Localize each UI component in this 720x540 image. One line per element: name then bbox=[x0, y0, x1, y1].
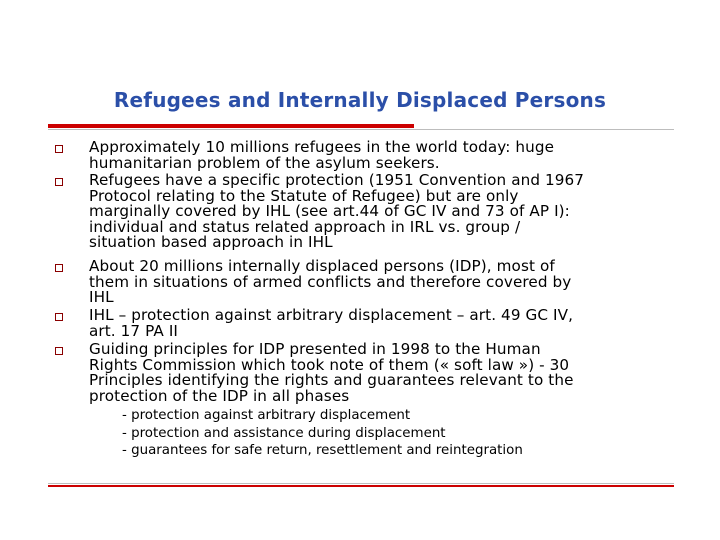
sub-item: - protection against arbitrary displacement bbox=[122, 408, 411, 423]
bullet-line: marginally covered by IHL (see art.44 of GC IV and 73 of AP I): bbox=[89, 202, 570, 220]
slide-title: Refugees and Internally Displaced Persons bbox=[113, 88, 607, 112]
bullet-item-4 bbox=[89, 308, 679, 339]
bullet-line: Principles identifying the rights and guarantees relevant to the bbox=[89, 371, 574, 389]
bullet-line: situation based approach in IHL bbox=[89, 233, 333, 251]
sub-item: - guarantees for safe return, resettlement and reintegration bbox=[122, 443, 523, 458]
bullet-square-icon bbox=[55, 264, 63, 272]
bullet-square-icon bbox=[55, 313, 63, 321]
bullet-line: protection of the IDP in all phases bbox=[89, 386, 350, 405]
bullet-item-2 bbox=[89, 173, 679, 251]
bullet-line: them in situations of armed conflicts and therefore covered by bbox=[89, 272, 572, 291]
bullet-line: Guiding principles for IDP presented in 1998 to the Human bbox=[89, 340, 541, 358]
bullet-square-icon bbox=[55, 178, 63, 186]
sub-item-list bbox=[122, 407, 523, 460]
bullet-item-3 bbox=[89, 259, 679, 306]
bullet-line: art. 17 PA II bbox=[89, 321, 178, 340]
sub-item: - protection and assistance during displacement bbox=[122, 425, 446, 441]
title-divider-accent bbox=[48, 124, 414, 128]
footer-divider-accent bbox=[48, 485, 674, 487]
bullet-line: Refugees have a specific protection (1951 Convention and 1967 bbox=[89, 171, 585, 189]
bullet-line: Approximately 10 millions refugees in the world today: huge bbox=[89, 138, 555, 156]
title-divider-line bbox=[48, 129, 674, 130]
bullet-square-icon bbox=[55, 347, 63, 355]
bullet-item-1 bbox=[89, 140, 679, 171]
bullet-item-5 bbox=[89, 342, 679, 404]
bullet-square-icon bbox=[55, 145, 63, 153]
bullet-line: Protocol relating to the Statute of Refugee) but are only bbox=[89, 186, 519, 205]
bullet-line: Rights Commission which took note of them (« soft law ») - 30 bbox=[89, 355, 570, 374]
bullet-line: About 20 millions internally displaced persons (IDP), most of bbox=[89, 257, 555, 275]
title-divider bbox=[0, 124, 720, 131]
footer-divider bbox=[48, 483, 674, 487]
bullet-line: IHL – protection against arbitrary displacement – art. 49 GC IV, bbox=[89, 306, 574, 324]
bullet-line: individual and status related approach in IRL vs. group / bbox=[89, 217, 521, 236]
footer-divider-line bbox=[48, 483, 674, 484]
bullet-line: humanitarian problem of the asylum seekers. bbox=[89, 153, 440, 172]
bullet-line: IHL bbox=[89, 288, 114, 306]
